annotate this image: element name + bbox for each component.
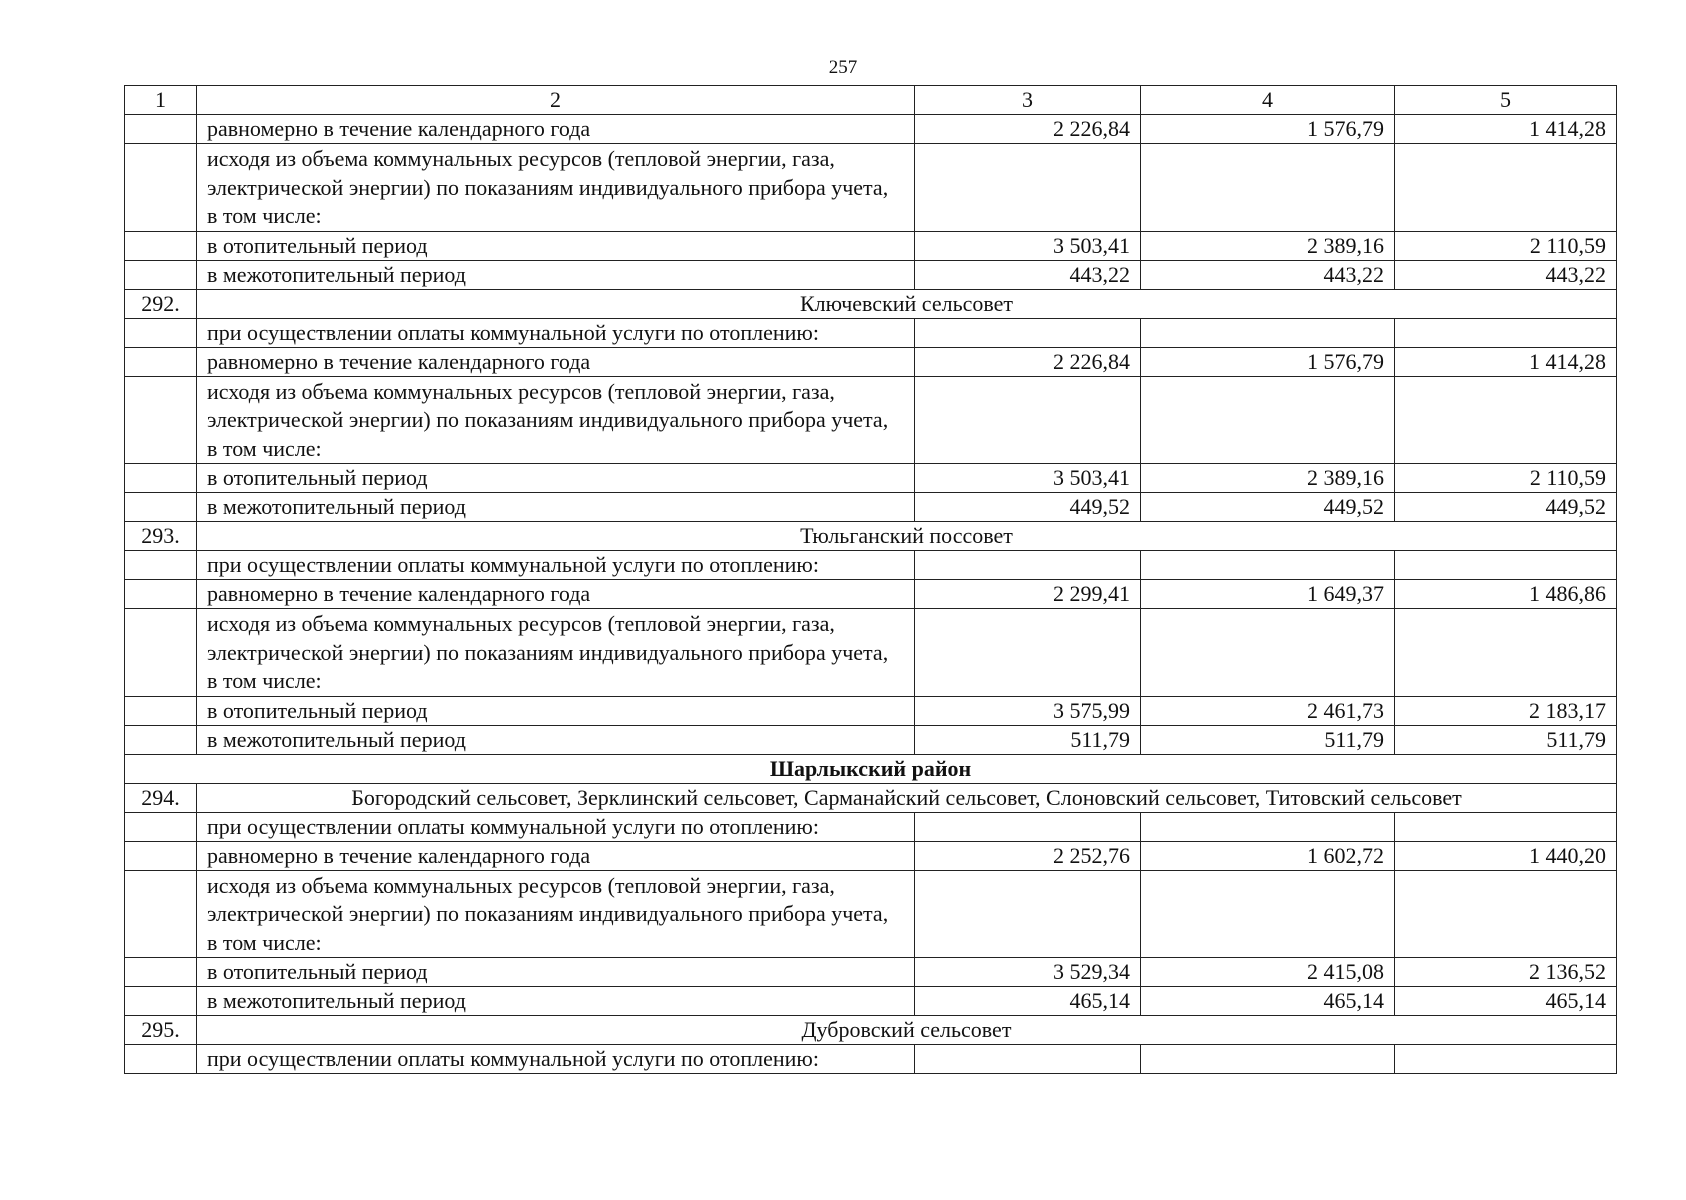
row-index-cell bbox=[125, 609, 197, 697]
value-col-4: 2 389,16 bbox=[1141, 231, 1395, 260]
row-label: исходя из объема коммунальных ресурсов (тепловой энергии, газа, электрической энергии) по показаниям индивидуального прибора учета, в том числе: bbox=[197, 870, 915, 958]
value-col-5 bbox=[1395, 551, 1617, 580]
header-cell-2: 2 bbox=[197, 86, 915, 115]
value-col-4: 443,22 bbox=[1141, 260, 1395, 289]
row-index-cell bbox=[125, 493, 197, 522]
value-col-5: 465,14 bbox=[1395, 987, 1617, 1016]
value-col-4: 2 389,16 bbox=[1141, 464, 1395, 493]
row-index-cell bbox=[125, 580, 197, 609]
value-col-4: 2 461,73 bbox=[1141, 696, 1395, 725]
row-index-cell bbox=[125, 812, 197, 841]
value-col-5 bbox=[1395, 609, 1617, 697]
entity-index: 294. bbox=[125, 783, 197, 812]
table-row bbox=[125, 812, 1617, 841]
row-label: при осуществлении оплаты коммунальной услуги по отоплению: bbox=[197, 318, 915, 347]
value-col-4: 465,14 bbox=[1141, 987, 1395, 1016]
row-label: при осуществлении оплаты коммунальной услуги по отоплению: bbox=[197, 1045, 915, 1074]
row-label: в отопительный период bbox=[197, 231, 915, 260]
value-col-3: 3 575,99 bbox=[915, 696, 1141, 725]
value-col-3 bbox=[915, 1045, 1141, 1074]
row-label: в межотопительный период bbox=[197, 260, 915, 289]
table-row bbox=[125, 347, 1617, 376]
row-label: исходя из объема коммунальных ресурсов (тепловой энергии, газа, электрической энергии) по показаниям индивидуального прибора учета, в том числе: bbox=[197, 609, 915, 697]
table-row bbox=[125, 580, 1617, 609]
table-row-multiline bbox=[125, 870, 1617, 958]
value-col-4: 1 602,72 bbox=[1141, 841, 1395, 870]
entity-row bbox=[125, 522, 1617, 551]
value-col-4 bbox=[1141, 376, 1395, 464]
row-index-cell bbox=[125, 318, 197, 347]
row-label: в межотопительный период bbox=[197, 725, 915, 754]
value-col-4 bbox=[1141, 1045, 1395, 1074]
table-row bbox=[125, 987, 1617, 1016]
row-index-cell bbox=[125, 870, 197, 958]
value-col-5 bbox=[1395, 812, 1617, 841]
row-index-cell bbox=[125, 347, 197, 376]
value-col-5: 2 110,59 bbox=[1395, 464, 1617, 493]
header-cell-1: 1 bbox=[125, 86, 197, 115]
row-index-cell bbox=[125, 987, 197, 1016]
table-header-row bbox=[125, 86, 1617, 115]
row-label: в межотопительный период bbox=[197, 987, 915, 1016]
value-col-3: 449,52 bbox=[915, 493, 1141, 522]
row-index-cell bbox=[125, 376, 197, 464]
row-index-cell bbox=[125, 144, 197, 232]
row-label: равномерно в течение календарного года bbox=[197, 347, 915, 376]
value-col-4 bbox=[1141, 144, 1395, 232]
row-label: равномерно в течение календарного года bbox=[197, 115, 915, 144]
row-index-cell bbox=[125, 841, 197, 870]
value-col-4: 1 649,37 bbox=[1141, 580, 1395, 609]
table-row bbox=[125, 841, 1617, 870]
value-col-4 bbox=[1141, 812, 1395, 841]
entity-row bbox=[125, 289, 1617, 318]
header-cell-5: 5 bbox=[1395, 86, 1617, 115]
tariff-table bbox=[124, 85, 1617, 1074]
value-col-5: 1 414,28 bbox=[1395, 347, 1617, 376]
row-index-cell bbox=[125, 958, 197, 987]
row-index-cell bbox=[125, 260, 197, 289]
value-col-3: 3 529,34 bbox=[915, 958, 1141, 987]
entity-index: 295. bbox=[125, 1016, 197, 1045]
value-col-4: 1 576,79 bbox=[1141, 347, 1395, 376]
table-row bbox=[125, 696, 1617, 725]
row-index-cell bbox=[125, 725, 197, 754]
table-row bbox=[125, 493, 1617, 522]
value-col-4: 2 415,08 bbox=[1141, 958, 1395, 987]
value-col-3: 511,79 bbox=[915, 725, 1141, 754]
row-label: в отопительный период bbox=[197, 696, 915, 725]
row-index-cell bbox=[125, 231, 197, 260]
value-col-3: 2 299,41 bbox=[915, 580, 1141, 609]
row-label: равномерно в течение календарного года bbox=[197, 841, 915, 870]
table-body bbox=[125, 86, 1617, 1074]
entity-name: Тюльганский поссовет bbox=[197, 522, 1617, 551]
row-label: исходя из объема коммунальных ресурсов (тепловой энергии, газа, электрической энергии) по показаниям индивидуального прибора учета, в том числе: bbox=[197, 144, 915, 232]
row-label: в межотопительный период bbox=[197, 493, 915, 522]
value-col-3: 2 252,76 bbox=[915, 841, 1141, 870]
header-cell-4: 4 bbox=[1141, 86, 1395, 115]
value-col-3: 2 226,84 bbox=[915, 115, 1141, 144]
table-row bbox=[125, 551, 1617, 580]
value-col-4 bbox=[1141, 318, 1395, 347]
entity-name: Ключевский сельсовет bbox=[197, 289, 1617, 318]
value-col-5: 511,79 bbox=[1395, 725, 1617, 754]
row-label: в отопительный период bbox=[197, 464, 915, 493]
value-col-4: 1 576,79 bbox=[1141, 115, 1395, 144]
entity-index: 293. bbox=[125, 522, 197, 551]
value-col-4: 511,79 bbox=[1141, 725, 1395, 754]
table-row bbox=[125, 725, 1617, 754]
entity-row bbox=[125, 783, 1617, 812]
value-col-3: 2 226,84 bbox=[915, 347, 1141, 376]
section-title: Шарлыкский район bbox=[125, 754, 1617, 783]
row-label: исходя из объема коммунальных ресурсов (тепловой энергии, газа, электрической энергии) по показаниям индивидуального прибора учета, в том числе: bbox=[197, 376, 915, 464]
value-col-5: 449,52 bbox=[1395, 493, 1617, 522]
value-col-5 bbox=[1395, 144, 1617, 232]
entity-index: 292. bbox=[125, 289, 197, 318]
entity-name: Богородский сельсовет, Зерклинский сельсовет, Сарманайский сельсовет, Слоновский сельсовет, Титовский сельсовет bbox=[197, 783, 1617, 812]
value-col-3 bbox=[915, 609, 1141, 697]
row-index-cell bbox=[125, 696, 197, 725]
row-index-cell bbox=[125, 1045, 197, 1074]
table-row-multiline bbox=[125, 376, 1617, 464]
value-col-3: 3 503,41 bbox=[915, 464, 1141, 493]
row-index-cell bbox=[125, 464, 197, 493]
value-col-3: 443,22 bbox=[915, 260, 1141, 289]
value-col-4 bbox=[1141, 870, 1395, 958]
header-cell-3: 3 bbox=[915, 86, 1141, 115]
table-row-multiline bbox=[125, 609, 1617, 697]
value-col-5 bbox=[1395, 1045, 1617, 1074]
value-col-3 bbox=[915, 870, 1141, 958]
table-row bbox=[125, 958, 1617, 987]
section-row bbox=[125, 754, 1617, 783]
value-col-5 bbox=[1395, 318, 1617, 347]
table-row bbox=[125, 1045, 1617, 1074]
value-col-4 bbox=[1141, 609, 1395, 697]
value-col-3 bbox=[915, 551, 1141, 580]
value-col-3: 3 503,41 bbox=[915, 231, 1141, 260]
value-col-5: 1 486,86 bbox=[1395, 580, 1617, 609]
row-index-cell bbox=[125, 115, 197, 144]
value-col-5: 1 440,20 bbox=[1395, 841, 1617, 870]
value-col-5: 443,22 bbox=[1395, 260, 1617, 289]
table-row bbox=[125, 260, 1617, 289]
value-col-5 bbox=[1395, 870, 1617, 958]
row-index-cell bbox=[125, 551, 197, 580]
table-row bbox=[125, 231, 1617, 260]
value-col-3 bbox=[915, 812, 1141, 841]
row-label: при осуществлении оплаты коммунальной услуги по отоплению: bbox=[197, 812, 915, 841]
table-row bbox=[125, 115, 1617, 144]
row-label: при осуществлении оплаты коммунальной услуги по отоплению: bbox=[197, 551, 915, 580]
table-row bbox=[125, 318, 1617, 347]
value-col-5 bbox=[1395, 376, 1617, 464]
value-col-4: 449,52 bbox=[1141, 493, 1395, 522]
row-label: равномерно в течение календарного года bbox=[197, 580, 915, 609]
value-col-3: 465,14 bbox=[915, 987, 1141, 1016]
value-col-5: 2 110,59 bbox=[1395, 231, 1617, 260]
table-row-multiline bbox=[125, 144, 1617, 232]
value-col-5: 2 136,52 bbox=[1395, 958, 1617, 987]
entity-name: Дубровский сельсовет bbox=[197, 1016, 1617, 1045]
value-col-3 bbox=[915, 376, 1141, 464]
value-col-3 bbox=[915, 318, 1141, 347]
row-label: в отопительный период bbox=[197, 958, 915, 987]
value-col-5: 2 183,17 bbox=[1395, 696, 1617, 725]
value-col-5: 1 414,28 bbox=[1395, 115, 1617, 144]
value-col-4 bbox=[1141, 551, 1395, 580]
entity-row bbox=[125, 1016, 1617, 1045]
value-col-3 bbox=[915, 144, 1141, 232]
table-row bbox=[125, 464, 1617, 493]
page-number: 257 bbox=[828, 57, 858, 78]
